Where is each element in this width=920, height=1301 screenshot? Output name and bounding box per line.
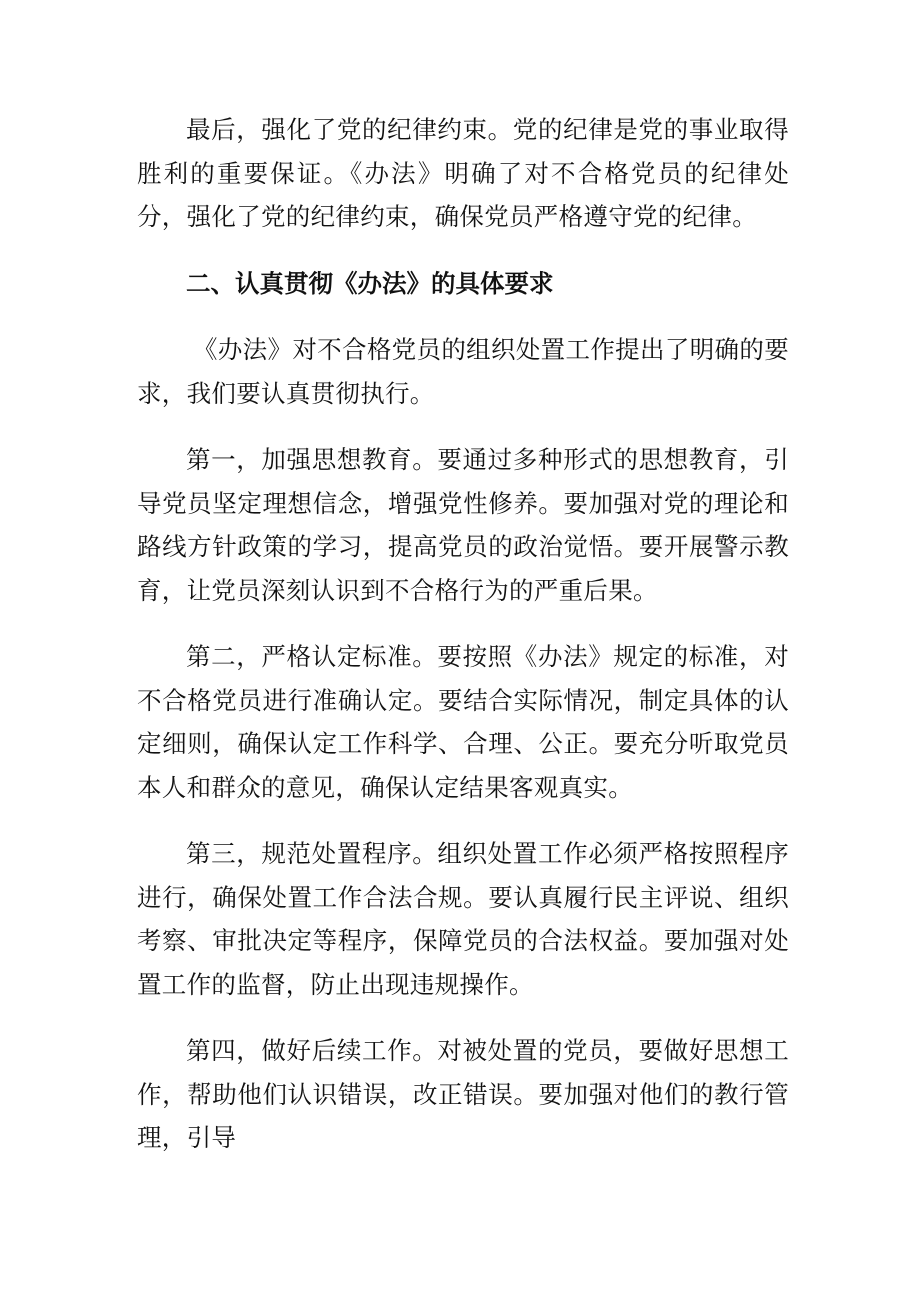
document-page	[137, 108, 789, 1160]
paragraph-third: 第三，规范处置程序。组织处置工作必须严格按照程序进行，确保处置工作合法合规。要认真履行民主评说、组织考察、审批决定等程序，保障党员的合法权益。要加强对处置工作的监督，防止出现违规操作。	[137, 839, 789, 999]
paragraph-discipline: 最后，强化了党的纪律约束。党的纪律是党的事业取得胜利的重要保证。《办法》明确了对不合格党员的纪律处分，强化了党的纪律约束，确保党员严格遵守党的纪律。	[137, 115, 789, 231]
paragraph-second: 第二，严格认定标准。要按照《办法》规定的标准，对不合格党员进行准确认定。要结合实际情况，制定具体的认定细则，确保认定工作科学、合理、公正。要充分听取党员本人和群众的意见，确保认定结果客观真实。	[137, 642, 789, 802]
paragraph-first: 第一，加强思想教育。要通过多种形式的思想教育，引导党员坚定理想信念，增强党性修养。要加强对党的理论和路线方针政策的学习，提高党员的政治觉悟。要开展警示教育，让党员深刻认识到不合格行为的严重后果。	[137, 445, 789, 605]
paragraph-fourth: 第四，做好后续工作。对被处置的党员，要做好思想工作，帮助他们认识错误，改正错误。要加强对他们的教行管理，引导	[137, 1036, 789, 1152]
section-heading: 二、认真贯彻《办法》的具体要求	[186, 268, 554, 298]
paragraph-intro: 《办法》对不合格党员的组织处置工作提出了明确的要求，我们要认真贯彻执行。	[137, 335, 789, 408]
